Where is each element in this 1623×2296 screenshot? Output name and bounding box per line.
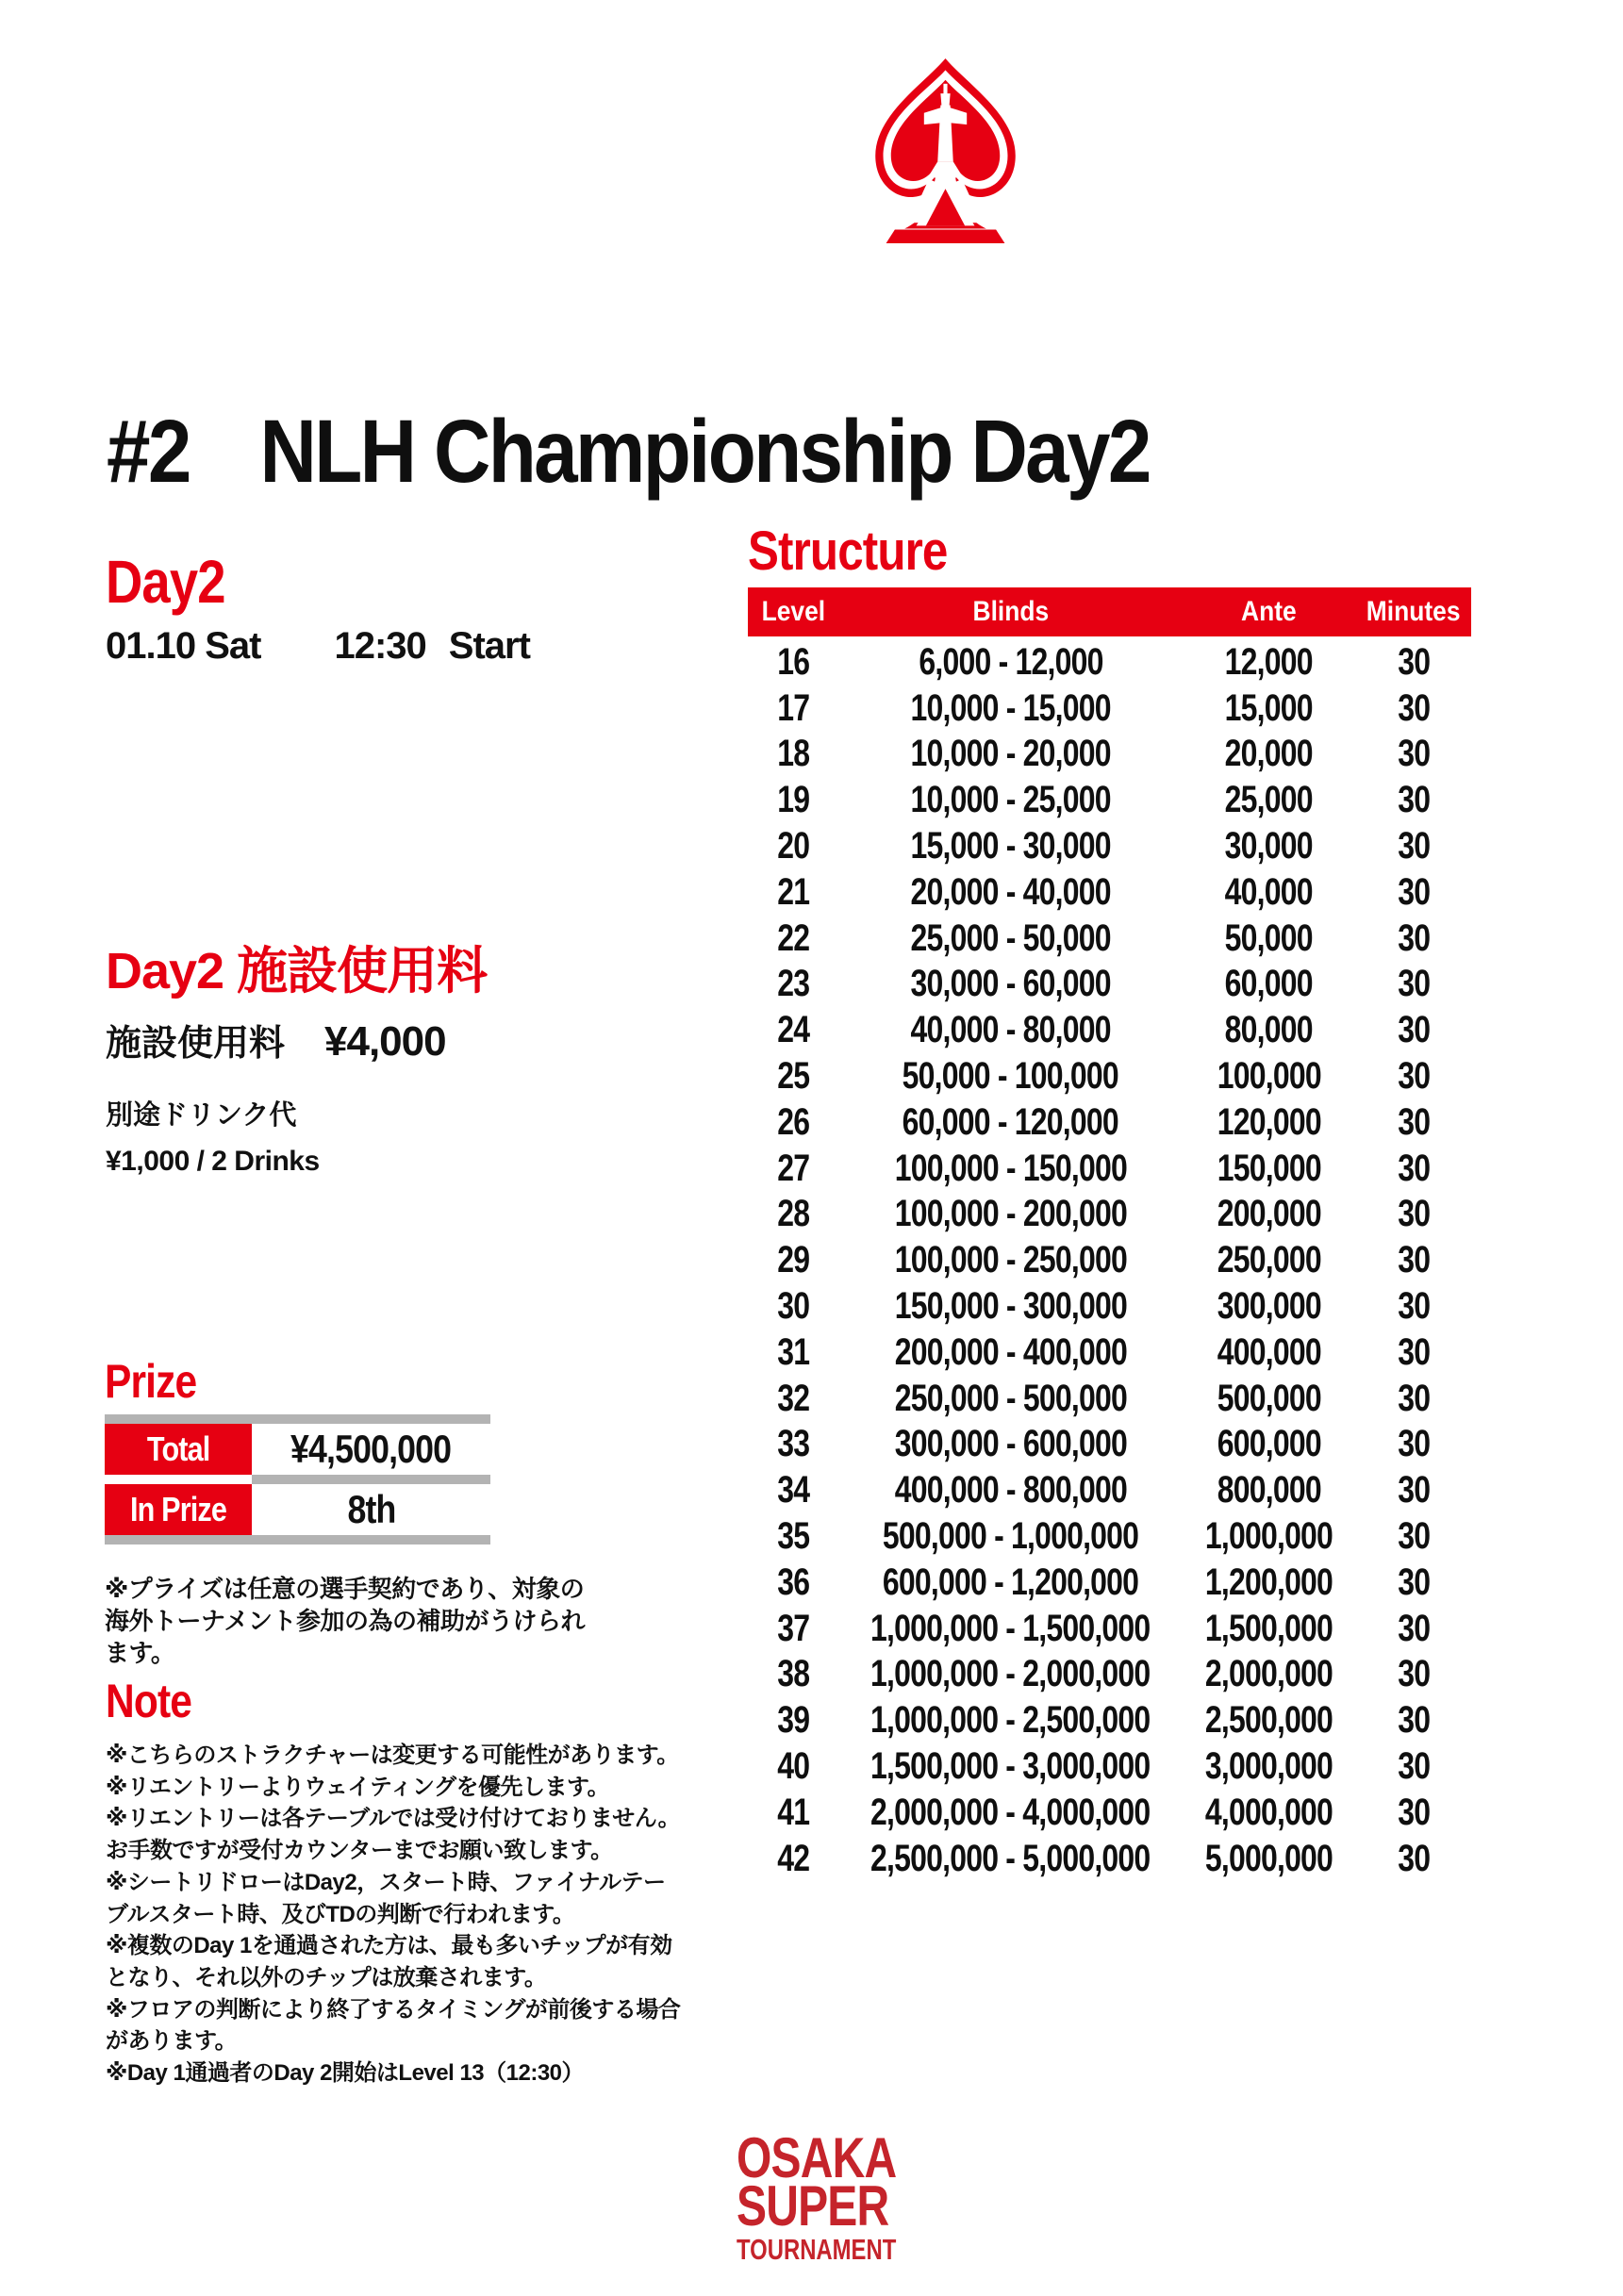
table-row [748,1467,1471,1513]
table-row [748,869,1471,916]
level-cell: 36 [777,1561,810,1603]
level-cell: 26 [777,1100,810,1143]
minutes-cell: 30 [1398,1330,1430,1373]
footer-logo-line: OSAKA [737,2126,897,2189]
minutes-cell: 30 [1398,1745,1430,1788]
table-row [748,1652,1471,1698]
ante-cell: 800,000 [1217,1469,1321,1511]
level-cell: 22 [777,917,810,959]
prize-row-label: In Prize [105,1484,252,1535]
table-row [748,1560,1471,1606]
minutes-cell: 30 [1398,1423,1430,1465]
ante-cell: 500,000 [1217,1377,1321,1419]
blinds-cell: 30,000 - 60,000 [910,963,1111,1005]
level-cell: 33 [777,1423,810,1465]
table-row [748,685,1471,732]
prize-separator-rule [252,1475,490,1484]
prize-table [105,1414,490,1544]
ante-cell: 1,500,000 [1204,1607,1333,1649]
note-line: ブルスタート時、及びTDの判断で行われます。 [106,1901,575,1927]
table-row [748,732,1471,778]
blinds-cell: 15,000 - 30,000 [910,825,1111,867]
spade-tower-logo [868,58,1023,245]
note-line: ※リエントリーは各テーブルでは受け付けておりません。 [106,1806,681,1832]
level-cell: 34 [777,1469,810,1511]
blinds-cell: 500,000 - 1,000,000 [882,1515,1139,1558]
table-row [748,639,1471,685]
table-row [748,1146,1471,1192]
footer-logo-line: TOURNAMENT [737,2233,897,2266]
blinds-cell: 1,500,000 - 3,000,000 [870,1745,1151,1788]
table-row [748,1007,1471,1053]
level-cell: 28 [777,1193,810,1235]
prize-disclaimer-line: ※プライズは任意の選手契約であり、対象の [105,1575,585,1603]
table-row [748,1283,1471,1330]
minutes-cell: 30 [1398,1791,1430,1833]
ante-cell: 60,000 [1224,963,1314,1005]
ante-cell: 40,000 [1224,870,1314,913]
table-row [748,823,1471,869]
minutes-cell: 30 [1398,640,1430,683]
osaka-super-tournament-logo [737,2126,897,2270]
level-cell: 18 [777,733,810,775]
minutes-cell: 30 [1398,917,1430,959]
blinds-cell: 50,000 - 100,000 [902,1055,1119,1098]
minutes-cell: 30 [1398,1147,1430,1189]
event-name: NLH Championship Day2 [259,401,1150,502]
blinds-cell: 150,000 - 300,000 [894,1285,1127,1328]
ante-cell: 2,500,000 [1204,1699,1333,1742]
table-row [748,1330,1471,1376]
minutes-cell: 30 [1398,825,1430,867]
minutes-cell: 30 [1398,1055,1430,1098]
minutes-cell: 30 [1398,1009,1430,1051]
ante-cell: 5,000,000 [1204,1837,1333,1879]
prize-disclaimer-line: 海外トーナメント参加の為の補助がうけられ [105,1607,585,1635]
level-cell: 25 [777,1055,810,1098]
blinds-cell: 60,000 - 120,000 [902,1100,1119,1143]
structure-heading: Structure [748,520,948,582]
ante-cell: 50,000 [1224,917,1314,959]
ante-cell: 120,000 [1217,1100,1321,1143]
blinds-cell: 100,000 - 200,000 [894,1193,1127,1235]
ante-cell: 1,000,000 [1204,1515,1333,1558]
level-cell: 35 [777,1515,810,1558]
day2-start-label: Start [448,625,530,667]
level-cell: 16 [777,640,810,683]
facility-fee-section [106,943,488,1178]
minutes-cell: 30 [1398,1193,1430,1235]
blinds-cell: 10,000 - 25,000 [910,779,1111,821]
blinds-cell: 20,000 - 40,000 [910,870,1111,913]
level-cell: 20 [777,825,810,867]
minutes-cell: 30 [1398,870,1430,913]
day2-start-time: 12:30 [334,625,426,667]
table-row [748,1376,1471,1422]
ante-cell: 25,000 [1224,779,1314,821]
ante-cell: 150,000 [1217,1147,1321,1189]
level-cell: 39 [777,1699,810,1742]
prize-disclaimer-line: ます。 [105,1639,175,1667]
minutes-cell: 30 [1398,1377,1430,1419]
table-row [748,916,1471,962]
level-cell: 38 [777,1653,810,1695]
minutes-cell: 30 [1398,1607,1430,1649]
ante-cell: 3,000,000 [1204,1745,1333,1788]
prize-row-label: Total [105,1424,252,1475]
note-line: があります。 [106,2028,238,2055]
structure-table [748,587,1471,1882]
level-cell: 37 [777,1607,810,1649]
table-row [748,1099,1471,1146]
blinds-cell: 600,000 - 1,200,000 [882,1561,1139,1603]
note-heading: Note [106,1675,192,1727]
structure-header-row [748,587,1471,636]
minutes-cell: 30 [1398,1837,1430,1879]
blinds-cell: 2,500,000 - 5,000,000 [870,1837,1151,1879]
blinds-cell: 1,000,000 - 2,000,000 [870,1653,1151,1695]
event-number: #2 [107,401,190,502]
note-line: ※こちらのストラクチャーは変更する可能性があります。 [106,1743,679,1768]
table-row [748,1697,1471,1743]
minutes-cell: 30 [1398,1469,1430,1511]
blinds-cell: 400,000 - 800,000 [894,1469,1127,1511]
level-cell: 23 [777,963,810,1005]
drink-fee-note: 別途ドリンク代 [106,1100,297,1131]
day2-schedule [106,625,530,668]
note-line: ※フロアの判断により終了するタイミングが前後する場合 [106,1996,681,2023]
note-lines [106,1740,680,2090]
page-title [107,401,1150,502]
minutes-cell: 30 [1398,686,1430,729]
minutes-cell: 30 [1398,1239,1430,1281]
ante-cell: 100,000 [1217,1055,1321,1098]
minutes-cell: 30 [1398,733,1430,775]
ante-cell: 2,000,000 [1204,1653,1333,1695]
blinds-cell: 10,000 - 20,000 [910,733,1111,775]
ante-cell: 12,000 [1224,640,1314,683]
ante-cell: 600,000 [1217,1423,1321,1465]
blinds-cell: 200,000 - 400,000 [894,1330,1127,1373]
prize-table-top-rule [105,1414,490,1424]
table-row [748,962,1471,1008]
ante-cell: 1,200,000 [1204,1561,1333,1603]
level-cell: 32 [777,1377,810,1419]
footer-logo-line: SUPER [737,2174,889,2238]
column-header-level: Level [761,596,826,627]
minutes-cell: 30 [1398,1285,1430,1328]
table-row [748,1237,1471,1283]
prize-heading: Prize [105,1355,197,1408]
prize-table-bottom-rule [105,1535,490,1544]
minutes-cell: 30 [1398,779,1430,821]
blinds-cell: 40,000 - 80,000 [910,1009,1111,1051]
level-cell: 41 [777,1791,810,1833]
prize-row [105,1484,490,1535]
level-cell: 42 [777,1837,810,1879]
table-row [748,777,1471,823]
table-row [748,1053,1471,1099]
note-line: ※リエントリーよりウェイティングを優先します。 [106,1774,610,1800]
table-row [748,1606,1471,1652]
table-row [748,1513,1471,1560]
ante-cell: 250,000 [1217,1239,1321,1281]
ante-cell: 30,000 [1224,825,1314,867]
ante-cell: 300,000 [1217,1285,1321,1328]
note-line: ※Day 1通過者のDay 2開始はLevel 13（12:30） [106,2060,585,2087]
blinds-cell: 10,000 - 15,000 [910,686,1111,729]
table-row [748,1743,1471,1790]
facility-fee-amount: ¥4,000 [324,1018,446,1065]
table-row [748,1790,1471,1836]
prize-row-value: ¥4,500,000 [290,1427,452,1471]
day2-date: 01.10 Sat [106,625,261,667]
note-line: お手数ですが受付カウンターまでお願い致します。 [106,1838,613,1864]
level-cell: 27 [777,1147,810,1189]
blinds-cell: 2,000,000 - 4,000,000 [870,1791,1151,1833]
facility-fee-heading: Day2 施設使用料 [106,943,488,999]
prize-row [105,1424,490,1475]
facility-fee-label: 施設使用料 [106,1024,286,1064]
level-cell: 29 [777,1239,810,1281]
drink-fee-price: ¥1,000 / 2 Drinks [106,1146,320,1177]
column-header-minutes: Minutes [1366,596,1461,627]
facility-fee-line [106,1014,487,1065]
level-cell: 30 [777,1285,810,1328]
blinds-cell: 1,000,000 - 1,500,000 [870,1607,1151,1649]
structure-table-body [748,639,1471,1882]
level-cell: 24 [777,1009,810,1051]
blinds-cell: 300,000 - 600,000 [894,1423,1127,1465]
prize-section [105,1355,585,1669]
level-cell: 19 [777,779,810,821]
blinds-cell: 100,000 - 150,000 [894,1147,1127,1189]
level-cell: 31 [777,1330,810,1373]
level-cell: 17 [777,686,810,729]
blinds-cell: 6,000 - 12,000 [918,640,1103,683]
note-line: となり、それ以外のチップは放棄されます。 [106,1964,547,1990]
prize-row-value: 8th [347,1487,395,1531]
blinds-cell: 250,000 - 500,000 [894,1377,1127,1419]
prize-rows [105,1424,490,1535]
note-line: ※シートリドローはDay2，スタート時、ファイナルテー [106,1869,666,1895]
ante-cell: 400,000 [1217,1330,1321,1373]
prize-row-separator [105,1475,490,1484]
minutes-cell: 30 [1398,1561,1430,1603]
ante-cell: 80,000 [1224,1009,1314,1051]
table-row [748,1422,1471,1468]
column-header-blinds: Blinds [972,596,1049,627]
level-cell: 21 [777,870,810,913]
ante-cell: 4,000,000 [1204,1791,1333,1833]
minutes-cell: 30 [1398,1699,1430,1742]
minutes-cell: 30 [1398,963,1430,1005]
level-cell: 40 [777,1745,810,1788]
blinds-cell: 1,000,000 - 2,500,000 [870,1699,1151,1742]
table-row [748,1836,1471,1882]
day2-heading: Day2 [106,548,225,616]
note-line: ※複数のDay 1を通過された方は、最も多いチップが有効 [106,1933,672,1959]
ante-cell: 15,000 [1224,686,1314,729]
ante-cell: 20,000 [1224,733,1314,775]
minutes-cell: 30 [1398,1515,1430,1558]
minutes-cell: 30 [1398,1653,1430,1695]
column-header-ante: Ante [1241,596,1297,627]
minutes-cell: 30 [1398,1100,1430,1143]
blinds-cell: 100,000 - 250,000 [894,1239,1127,1281]
day2-section [106,548,530,668]
prize-disclaimer [105,1573,585,1669]
table-row [748,1192,1471,1238]
prize-separator-gap [105,1475,252,1484]
blinds-cell: 25,000 - 50,000 [910,917,1111,959]
note-section [106,1677,680,2090]
ante-cell: 200,000 [1217,1193,1321,1235]
